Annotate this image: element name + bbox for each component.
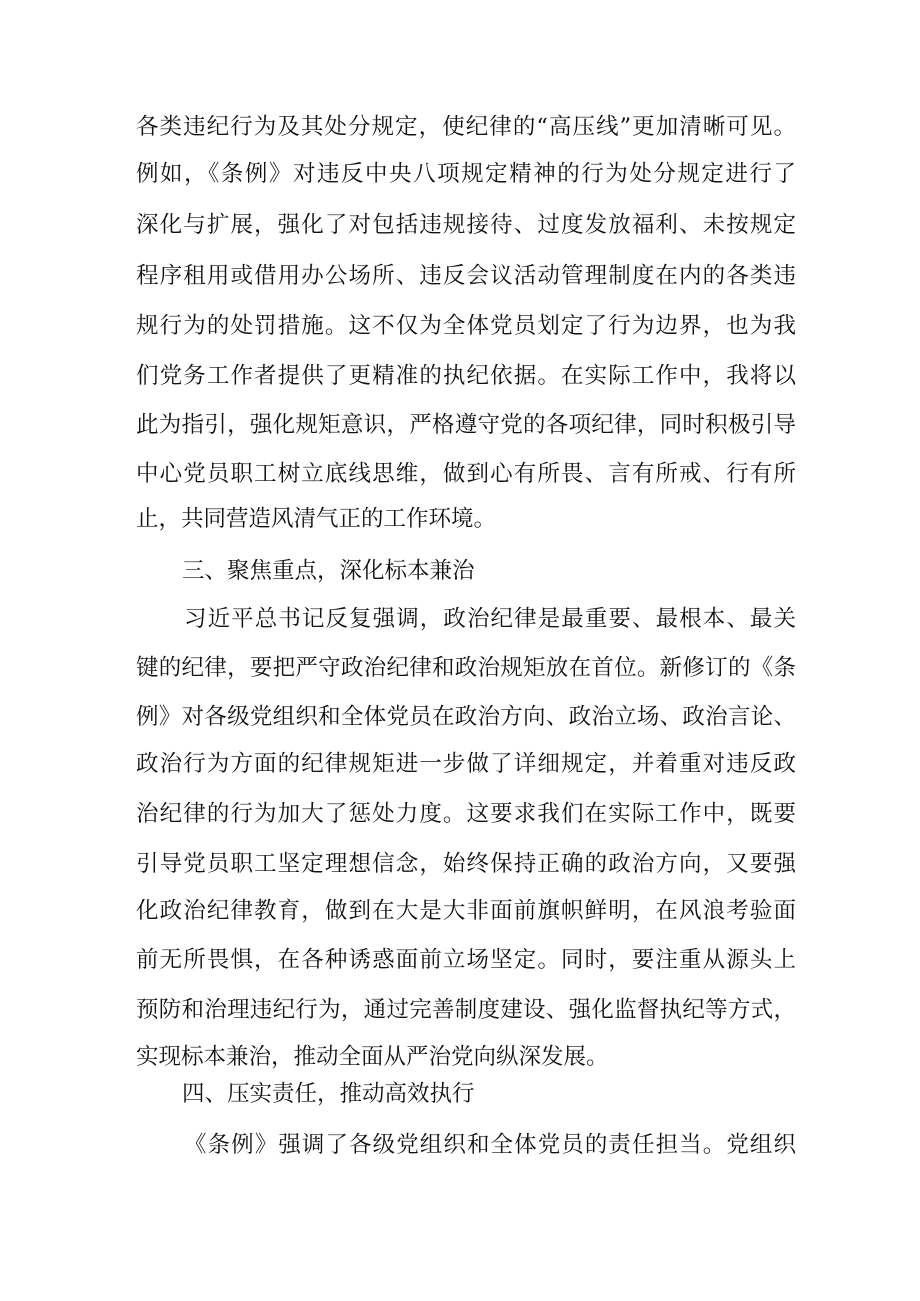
paragraph-line: 例如，《条例》对违反中央八项规定精神的行为处分规定进行了 bbox=[136, 161, 796, 187]
paragraph-line: 化政治纪律教育，做到在大是大非面前旗帜鲜明，在风浪考验面 bbox=[136, 898, 796, 924]
paragraph-line: 中心党员职工树立底线思维，做到心有所畏、言有所戒、行有所 bbox=[136, 461, 796, 487]
paragraph-line: 们党务工作者提供了更精准的执纪依据。在实际工作中，我将以 bbox=[136, 363, 796, 389]
paragraph-line: 治纪律的行为加大了惩处力度。这要求我们在实际工作中，既要 bbox=[136, 801, 796, 827]
section-heading: 三、聚焦重点，深化标本兼治 bbox=[182, 558, 475, 584]
paragraph-line: 此为指引，强化规矩意识，严格遵守党的各项纪律，同时积极引导 bbox=[136, 412, 796, 438]
paragraph-line: 各类违纪行为及其处分规定，使纪律的“高压线”更加清晰可见。 bbox=[136, 114, 796, 140]
paragraph-line: 前无所畏惧，在各种诱惑面前立场坚定。同时，要注重从源头上 bbox=[136, 947, 796, 973]
paragraph-line: 预防和治理违纪行为，通过完善制度建设、强化监督执纪等方式， bbox=[136, 997, 796, 1023]
paragraph-line: 政治行为方面的纪律规矩进一步做了详细规定，并着重对违反政 bbox=[136, 751, 796, 777]
section-heading: 四、压实责任，推动高效执行 bbox=[182, 1081, 475, 1107]
paragraph-line: 止，共同营造风清气正的工作环境。 bbox=[136, 506, 497, 532]
paragraph-line: 引导党员职工坚定理想信念，始终保持正确的政治方向，又要强 bbox=[136, 851, 796, 877]
paragraph-line: 深化与扩展，强化了对包括违规接待、过度发放福利、未按规定 bbox=[136, 212, 796, 238]
paragraph-line: 《条例》强调了各级党组织和全体党员的责任担当。党组织 bbox=[184, 1132, 796, 1158]
paragraph-line: 程序租用或借用办公场所、违反会议活动管理制度在内的各类违 bbox=[136, 263, 796, 289]
paragraph-line: 规行为的处罚措施。这不仅为全体党员划定了行为边界，也为我 bbox=[136, 313, 796, 339]
paragraph-line: 例》对各级党组织和全体党员在政治方向、政治立场、政治言论、 bbox=[136, 704, 796, 730]
paragraph-line: 实现标本兼治，推动全面从严治党向纵深发展。 bbox=[136, 1044, 609, 1070]
paragraph-line: 键的纪律，要把严守政治纪律和政治规矩放在首位。新修订的《条 bbox=[136, 655, 796, 681]
paragraph-line: 习近平总书记反复强调，政治纪律是最重要、最根本、最关 bbox=[184, 606, 796, 632]
